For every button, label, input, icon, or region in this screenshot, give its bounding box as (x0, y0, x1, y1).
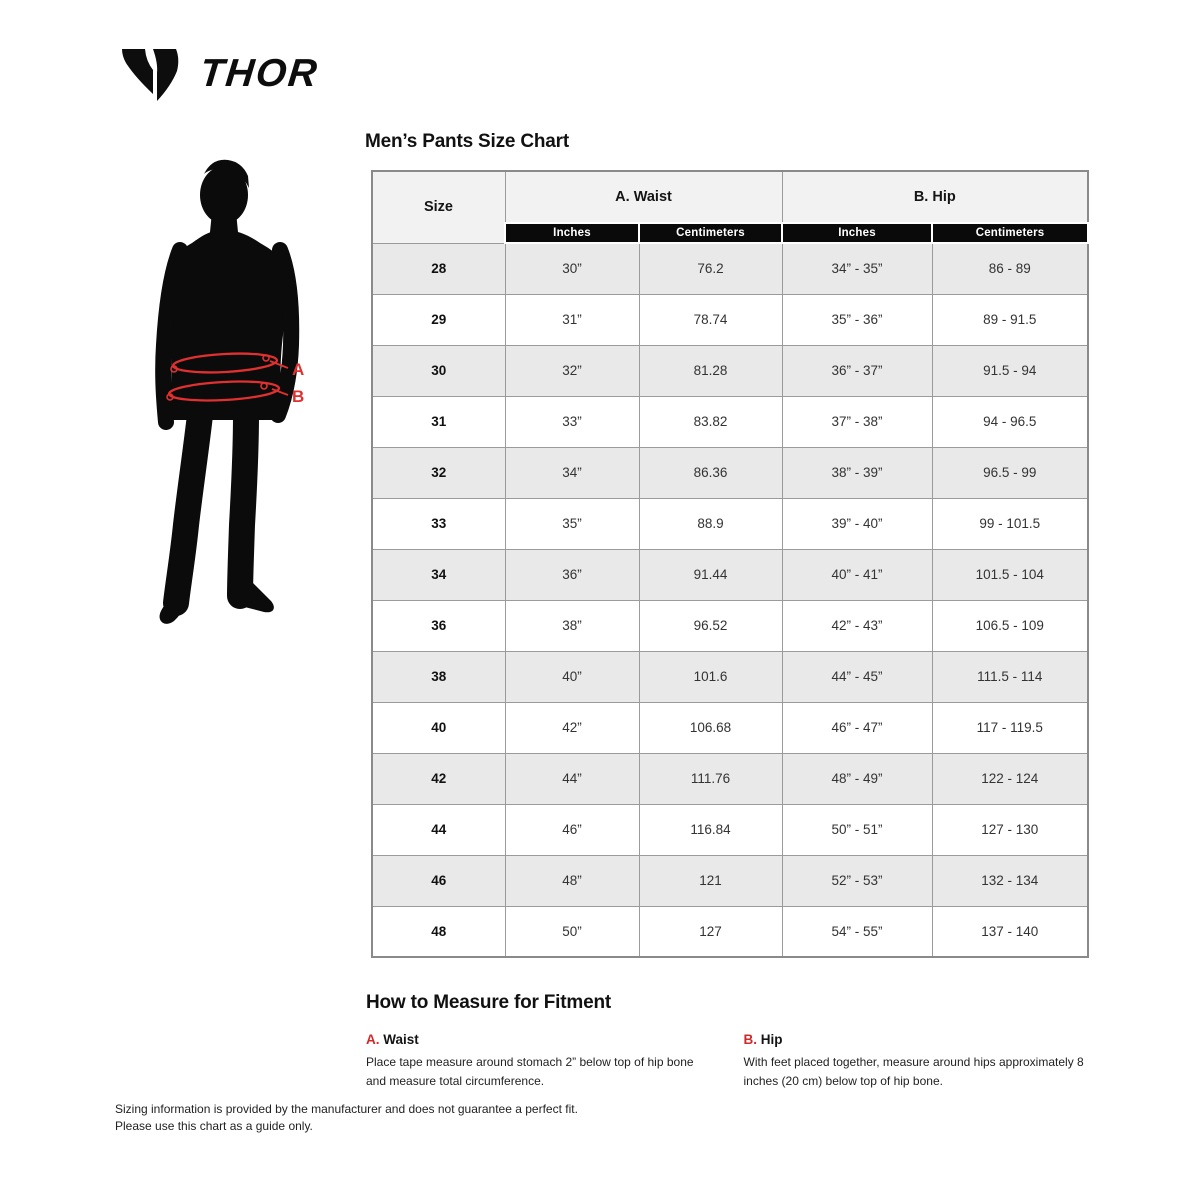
cell-hip-centimeters: 89 - 91.5 (932, 294, 1088, 345)
measure-hip-name: Hip (760, 1032, 783, 1047)
measure-waist-text: Place tape measure around stomach 2” below top of hip bone and measure total circumference. (366, 1055, 694, 1088)
cell-waist-centimeters: 78.74 (639, 294, 782, 345)
unit-label-hip-inches: Inches (782, 223, 932, 243)
size-row (372, 855, 1088, 906)
measure-waist-heading (366, 1032, 714, 1047)
cell-hip-inches: 46” - 47” (782, 702, 932, 753)
cell-hip-centimeters: 122 - 124 (932, 753, 1088, 804)
cell-waist-inches: 34” (505, 447, 639, 498)
cell-size: 33 (372, 498, 505, 549)
size-row (372, 447, 1088, 498)
measure-hip-letter: B. (743, 1032, 757, 1047)
cell-waist-inches: 35” (505, 498, 639, 549)
unit-label-waist-centimeters: Centimeters (639, 223, 782, 243)
cell-hip-centimeters: 86 - 89 (932, 243, 1088, 294)
unit-label-hip-centimeters: Centimeters (932, 223, 1088, 243)
size-row (372, 600, 1088, 651)
cell-hip-inches: 40” - 41” (782, 549, 932, 600)
cell-waist-centimeters: 96.52 (639, 600, 782, 651)
cell-size: 28 (372, 243, 505, 294)
cell-hip-inches: 34” - 35” (782, 243, 932, 294)
brand-header (113, 44, 319, 104)
cell-waist-centimeters: 81.28 (639, 345, 782, 396)
size-row (372, 498, 1088, 549)
unit-label-waist-inches: Inches (505, 223, 639, 243)
cell-waist-inches: 50” (505, 906, 639, 957)
cell-size: 46 (372, 855, 505, 906)
col-header-waist: A. Waist (505, 171, 782, 223)
silhouette-right-leg (240, 415, 246, 596)
size-row (372, 753, 1088, 804)
how-to-measure-title: How to Measure for Fitment (366, 992, 611, 1013)
cell-hip-centimeters: 101.5 - 104 (932, 549, 1088, 600)
cell-waist-centimeters: 101.6 (639, 651, 782, 702)
cell-hip-inches: 54” - 55” (782, 906, 932, 957)
size-row (372, 702, 1088, 753)
cell-size: 44 (372, 804, 505, 855)
cell-waist-centimeters: 76.2 (639, 243, 782, 294)
size-row (372, 396, 1088, 447)
size-row (372, 294, 1088, 345)
hip-label-b: B (292, 387, 305, 406)
cell-waist-centimeters: 127 (639, 906, 782, 957)
cell-hip-centimeters: 91.5 - 94 (932, 345, 1088, 396)
cell-hip-centimeters: 96.5 - 99 (932, 447, 1088, 498)
cell-size: 29 (372, 294, 505, 345)
cell-hip-centimeters: 111.5 - 114 (932, 651, 1088, 702)
cell-waist-centimeters: 111.76 (639, 753, 782, 804)
measure-waist-letter: A. (366, 1032, 380, 1047)
cell-waist-centimeters: 88.9 (639, 498, 782, 549)
cell-hip-inches: 38” - 39” (782, 447, 932, 498)
measure-hip-heading (744, 1032, 1092, 1047)
cell-hip-inches: 52” - 53” (782, 855, 932, 906)
size-chart-content (365, 131, 1091, 1090)
cell-hip-centimeters: 127 - 130 (932, 804, 1088, 855)
cell-waist-inches: 38” (505, 600, 639, 651)
cell-waist-inches: 32” (505, 345, 639, 396)
thor-horns-icon (113, 44, 185, 104)
cell-waist-inches: 48” (505, 855, 639, 906)
cell-hip-inches: 35” - 36” (782, 294, 932, 345)
cell-hip-inches: 48” - 49” (782, 753, 932, 804)
disclaimer-footer (115, 1101, 675, 1136)
size-row (372, 243, 1088, 294)
cell-hip-centimeters: 132 - 134 (932, 855, 1088, 906)
cell-waist-inches: 42” (505, 702, 639, 753)
cell-waist-inches: 30” (505, 243, 639, 294)
size-row (372, 804, 1088, 855)
waist-label-a: A (292, 360, 305, 379)
cell-waist-centimeters: 121 (639, 855, 782, 906)
cell-waist-centimeters: 106.68 (639, 702, 782, 753)
cell-size: 34 (372, 549, 505, 600)
cell-hip-centimeters: 99 - 101.5 (932, 498, 1088, 549)
cell-waist-centimeters: 91.44 (639, 549, 782, 600)
measurement-figure (128, 150, 333, 640)
cell-hip-inches: 42” - 43” (782, 600, 932, 651)
col-header-size: Size (372, 171, 505, 243)
disclaimer-line-2: Please use this chart as a guide only. (115, 1119, 313, 1134)
size-row (372, 651, 1088, 702)
cell-hip-centimeters: 117 - 119.5 (932, 702, 1088, 753)
size-row (372, 549, 1088, 600)
disclaimer-line-1: Sizing information is provided by the manufacturer and does not guarantee a perfect fit. (115, 1102, 578, 1116)
silhouette-left-leg (176, 415, 200, 603)
cell-size: 31 (372, 396, 505, 447)
cell-size: 32 (372, 447, 505, 498)
cell-waist-inches: 33” (505, 396, 639, 447)
size-chart-title: Men’s Pants Size Chart (365, 131, 569, 152)
cell-waist-centimeters: 83.82 (639, 396, 782, 447)
cell-waist-inches: 36” (505, 549, 639, 600)
cell-hip-inches: 39” - 40” (782, 498, 932, 549)
measure-waist-item (366, 1032, 714, 1090)
cell-hip-inches: 50” - 51” (782, 804, 932, 855)
cell-size: 38 (372, 651, 505, 702)
cell-size: 36 (372, 600, 505, 651)
cell-size: 30 (372, 345, 505, 396)
cell-size: 40 (372, 702, 505, 753)
cell-size: 48 (372, 906, 505, 957)
cell-waist-inches: 40” (505, 651, 639, 702)
thor-logo-text: THOR (197, 52, 321, 95)
cell-size: 42 (372, 753, 505, 804)
cell-hip-centimeters: 94 - 96.5 (932, 396, 1088, 447)
male-silhouette (128, 150, 333, 640)
cell-hip-inches: 36” - 37” (782, 345, 932, 396)
cell-waist-inches: 46” (505, 804, 639, 855)
size-row (372, 906, 1088, 957)
cell-hip-centimeters: 106.5 - 109 (932, 600, 1088, 651)
measure-hip-item (744, 1032, 1092, 1090)
cell-waist-inches: 44” (505, 753, 639, 804)
cell-waist-inches: 31” (505, 294, 639, 345)
cell-waist-centimeters: 86.36 (639, 447, 782, 498)
cell-waist-centimeters: 116.84 (639, 804, 782, 855)
measure-waist-name: Waist (383, 1032, 419, 1047)
size-row (372, 345, 1088, 396)
measure-hip-text: With feet placed together, measure around hips approximately 8 inches (20 cm) below top of hip bone. (743, 1055, 1084, 1088)
size-chart-table (371, 170, 1089, 958)
cell-hip-inches: 37” - 38” (782, 396, 932, 447)
col-header-hip: B. Hip (782, 171, 1088, 223)
how-to-measure-section (366, 992, 1091, 1090)
cell-hip-inches: 44” - 45” (782, 651, 932, 702)
group-header-row (372, 171, 1088, 223)
cell-hip-centimeters: 137 - 140 (932, 906, 1088, 957)
